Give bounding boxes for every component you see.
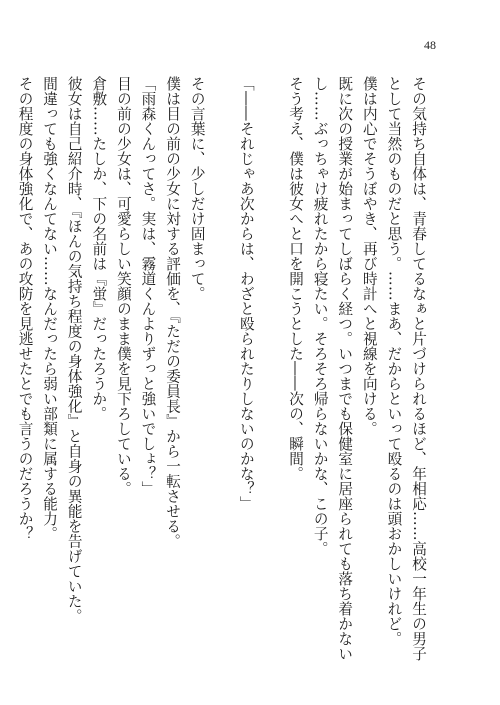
- text-line: 目の前の少女は、可愛らしい笑顔のまま僕を見下ろしている。: [114, 76, 132, 496]
- text-line: 倉敷……たしか、下の名前は『蛍』だったろうか。: [90, 76, 108, 421]
- blank-line: [209, 76, 234, 676]
- text-line: 僕は内心でそうぼやき、再び時計へと視線を向ける。: [360, 76, 378, 436]
- dialogue-line: 「――それじゃあ次からは、わざと殴られたりしないのかな？」: [237, 76, 255, 511]
- text-line: その言葉に、少しだけ固まって。: [188, 76, 206, 301]
- text-line: そう考え、僕は彼女へと口を開こうとした――次の、瞬間。: [287, 76, 305, 481]
- dialogue-line: 「雨森くんってさ。実は、霧道くんよりずっと強いでしょ？」: [139, 76, 157, 496]
- text-line: その気持ち自体は、青春してるなぁと片づけられるほど、年相応……高校一年生の男子: [410, 76, 427, 661]
- text-line: 既に次の授業が始まってしばらく経つ。いつまでも保健室に居座られても落ち着かない: [336, 76, 354, 661]
- text-line: その程度の身体強化で、あの攻防を見逃せたとでも言うのだろうか？: [16, 76, 34, 541]
- text-line: 僕は目の前の少女に対する評価を、『ただの委員長』から一転させる。: [164, 76, 182, 549]
- novel-text: [12, 76, 430, 676]
- text-line: 彼女は自己紹介時、『ほんの気持ち程度の身体強化』と自身の異能を告げていた。: [65, 76, 83, 624]
- text-line: として当然のものだと思う。……まあ、だからといって殴るのは頭おかしいけれど。: [385, 76, 403, 646]
- text-line: 間違っても強くなんてない……なんだったら弱い部類に属する能力。: [41, 76, 59, 541]
- page-number: 48: [424, 38, 436, 52]
- blank-line: [258, 76, 283, 676]
- text-line: し……ぶっちゃけ疲れたから寝たい。そろそろ帰らないかな、この子。: [311, 76, 329, 556]
